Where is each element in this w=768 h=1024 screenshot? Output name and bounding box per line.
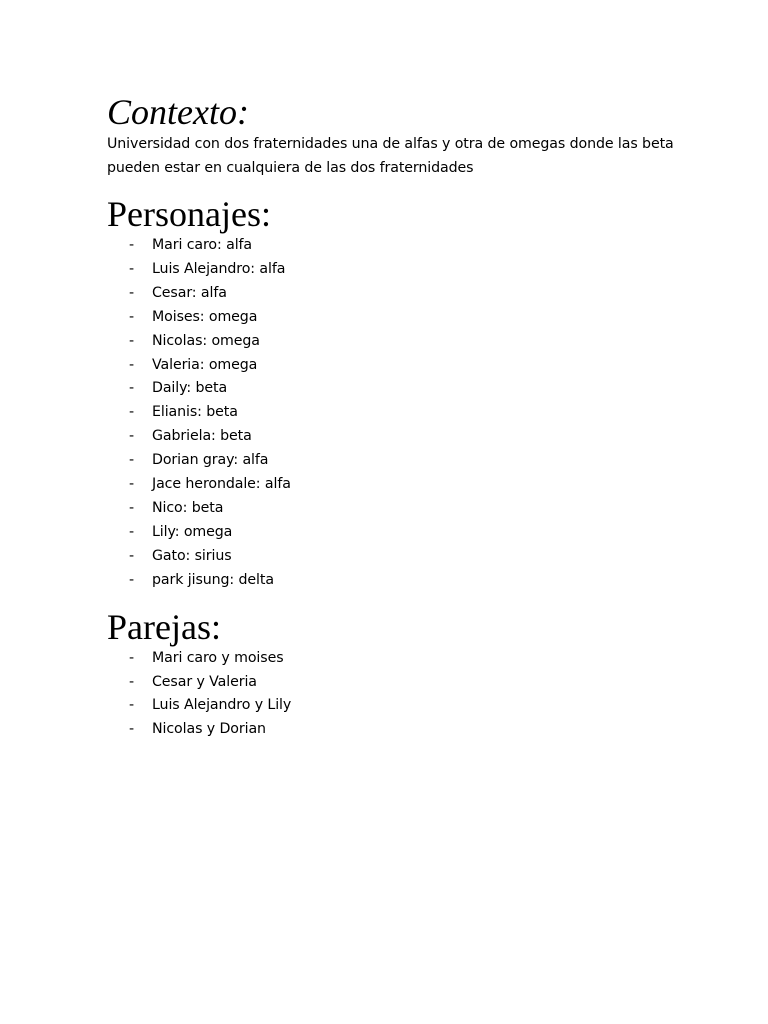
list-item-text: Nico: beta	[152, 499, 224, 516]
list-bullet: -	[129, 237, 135, 253]
list-bullet: -	[129, 571, 135, 588]
personajes-list	[107, 234, 688, 593]
list-item	[107, 354, 688, 378]
list-item-text: Dorian gray: alfa	[152, 452, 269, 469]
list-item-text: Nicolas y Dorian	[152, 721, 266, 738]
list-bullet: -	[129, 697, 135, 714]
list-item	[107, 671, 688, 695]
list-bullet: -	[129, 428, 135, 445]
list-bullet: -	[129, 523, 135, 540]
list-item	[107, 425, 688, 449]
list-bullet: -	[129, 260, 135, 277]
heading-personajes: Personajes:	[107, 194, 271, 234]
list-bullet: -	[129, 308, 135, 325]
list-item-text: Gato: sirius	[152, 547, 232, 564]
list-item	[107, 306, 688, 330]
list-item-text: Cesar y Valeria	[152, 673, 257, 690]
list-item	[107, 377, 688, 401]
list-item-text: Cesar: alfa	[152, 284, 227, 301]
list-bullet: -	[129, 356, 135, 373]
list-item-text: Elianis: beta	[152, 404, 238, 421]
list-item-text: Nicolas: omega	[152, 332, 260, 349]
heading-parejas: Parejas:	[107, 606, 221, 647]
list-bullet: -	[129, 547, 135, 564]
list-item	[107, 497, 688, 521]
list-item-text: Gabriela: beta	[152, 428, 252, 445]
list-bullet: -	[129, 332, 135, 349]
list-item-text: Daily: beta	[152, 380, 228, 397]
list-bullet: -	[129, 499, 135, 516]
list-item	[107, 569, 688, 593]
list-item	[107, 258, 688, 282]
section-contexto	[107, 92, 688, 180]
list-bullet: -	[129, 721, 135, 738]
list-item	[107, 647, 688, 671]
list-item-text: Lily: omega	[152, 523, 233, 540]
list-bullet: -	[129, 673, 135, 690]
list-item	[107, 282, 688, 306]
list-item	[107, 521, 688, 545]
list-item-text: Moises: omega	[152, 308, 258, 325]
list-bullet: -	[129, 649, 135, 666]
list-item-text: Mari caro y moises	[152, 649, 284, 666]
list-item-text: park jisung: delta	[152, 571, 274, 588]
section-parejas	[107, 607, 688, 743]
list-bullet: -	[129, 404, 135, 421]
list-item-text: Luis Alejandro: alfa	[152, 260, 286, 277]
list-bullet: -	[129, 476, 135, 493]
list-item	[107, 545, 688, 569]
list-item	[107, 330, 688, 354]
list-item-text: Mari caro: alfa	[152, 237, 253, 253]
list-item	[107, 718, 688, 742]
list-bullet: -	[129, 284, 135, 301]
list-item-text: Valeria: omega	[152, 356, 258, 373]
parejas-list	[107, 647, 688, 743]
contexto-paragraph: Universidad con dos fraternidades una de alfas y otra de omegas donde las beta pueden estar en cualquiera de las dos fraternidades	[107, 136, 674, 176]
heading-contexto: Contexto:	[107, 92, 249, 132]
section-personajes	[107, 194, 688, 593]
list-item	[107, 694, 688, 718]
list-item-text: Luis Alejandro y Lily	[152, 697, 292, 714]
list-bullet: -	[129, 452, 135, 469]
list-item	[107, 401, 688, 425]
list-item	[107, 234, 688, 258]
list-item	[107, 473, 688, 497]
list-bullet: -	[129, 380, 135, 397]
list-item	[107, 449, 688, 473]
list-item-text: Jace herondale: alfa	[152, 476, 291, 493]
